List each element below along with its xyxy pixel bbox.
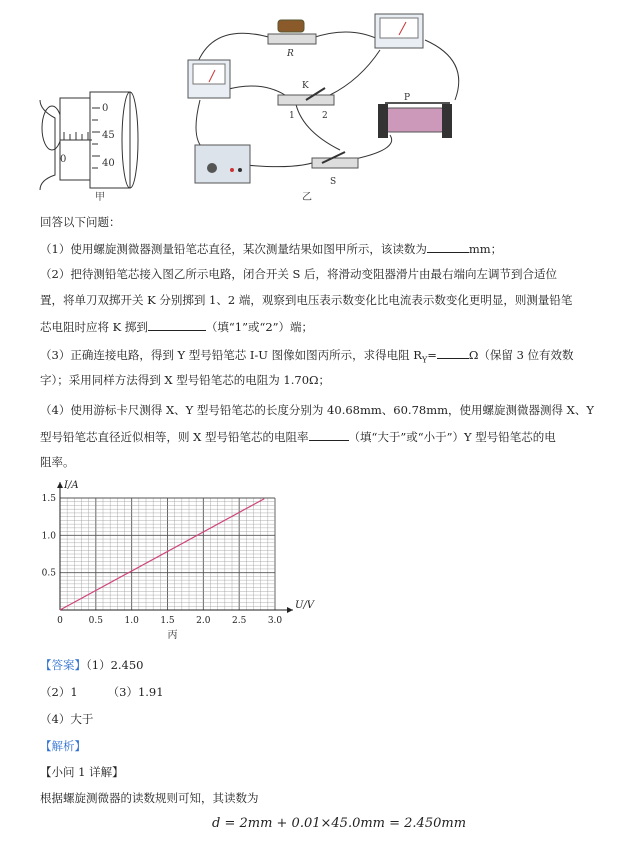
q4-line3: 阻率。 bbox=[40, 455, 75, 469]
answer-line1 bbox=[40, 657, 144, 673]
answer-tag: 【答案】 bbox=[40, 658, 86, 672]
ammeter bbox=[188, 60, 230, 98]
y-tick-label: 1.5 bbox=[41, 494, 56, 504]
label-pos2: 2 bbox=[322, 111, 328, 121]
q3-line1a: （3）正确连接电路，得到 Y 型号铅笔芯 I-U 图像如图丙所示，求得电阻 R bbox=[40, 348, 422, 362]
q3-line2: 字）；采用同样方法得到 X 型号铅笔芯的电阻为 1.70Ω； bbox=[40, 373, 331, 387]
chart-ylabel: I/A bbox=[64, 480, 79, 491]
question-1 bbox=[40, 240, 502, 257]
figure-jia-yi bbox=[0, 0, 618, 210]
q3-line1c: Ω（保留 3 位有效数 bbox=[468, 348, 574, 362]
figure-yi-label: 乙 bbox=[302, 192, 312, 203]
label-p: P bbox=[404, 93, 411, 103]
switch-s bbox=[312, 152, 358, 168]
q2-blank bbox=[148, 318, 206, 331]
iu-chart bbox=[30, 478, 320, 648]
q1-unit: mm； bbox=[468, 242, 503, 256]
label-k: K bbox=[302, 81, 309, 91]
answer-1: （1）2.450 bbox=[86, 658, 144, 672]
figure-jia-label: 甲 bbox=[95, 192, 105, 203]
y-tick-label: 1.0 bbox=[41, 531, 56, 542]
q3-line1 bbox=[40, 346, 574, 364]
x-axis-arrow bbox=[287, 607, 293, 613]
q3-eq: = bbox=[427, 348, 437, 362]
x-tick-label: 1.5 bbox=[160, 616, 175, 626]
y-axis-arrow bbox=[57, 482, 63, 488]
q4-blank bbox=[309, 428, 349, 441]
label-s: S bbox=[330, 177, 337, 187]
q2-line3a: 芯电阻时应将 K 掷到 bbox=[40, 320, 148, 334]
answer-2: （2）1 bbox=[40, 685, 78, 699]
micrometer-tick-45: 45 bbox=[102, 130, 115, 141]
label-pos1: 1 bbox=[289, 111, 295, 121]
q4-line2a: 型号铅笔芯直径近似相等，则 X 型号铅笔芯的电阻率 bbox=[40, 430, 309, 444]
q2-line3 bbox=[40, 318, 313, 335]
label-r: R bbox=[287, 49, 294, 59]
q2-line2: 置，将单刀双掷开关 K 分别掷到 1、2 端，观察到电压表示数变化比电流表示数变化更明显，则测量铅笔 bbox=[40, 293, 573, 307]
x-tick-label: 0.5 bbox=[88, 616, 103, 626]
y-tick-label: 0.5 bbox=[41, 568, 56, 579]
x-tick-label: 2.0 bbox=[196, 616, 211, 626]
micrometer-drawing bbox=[40, 92, 138, 190]
micrometer-tick-40: 40 bbox=[102, 158, 115, 169]
micrometer-sleeve-zero: 0 bbox=[60, 154, 67, 165]
resistor-r bbox=[268, 20, 316, 44]
analysis-text: 根据螺旋测微器的读数规则可知，其读数为 bbox=[40, 791, 259, 805]
q4-line2 bbox=[40, 428, 556, 445]
power-supply bbox=[195, 145, 250, 183]
x-tick-label: 1.0 bbox=[124, 616, 139, 626]
q1-blank bbox=[427, 240, 469, 253]
q2-line3b: （填“1”或“2”）端； bbox=[205, 320, 314, 334]
x-tick-label: 2.5 bbox=[232, 616, 247, 626]
chart-series bbox=[60, 499, 264, 610]
analysis-sub1: 【小问 1 详解】 bbox=[40, 765, 124, 779]
series-line bbox=[60, 499, 264, 610]
q4-line2b: （填“大于”或“小于”）Y 型号铅笔芯的电 bbox=[348, 430, 556, 444]
answer-line2 bbox=[40, 684, 164, 700]
x-tick-label: 0 bbox=[57, 616, 63, 626]
chart-caption: 丙 bbox=[167, 630, 178, 641]
answer-3: （3）1.91 bbox=[107, 685, 164, 699]
q2-line1: （2）把待测铅笔芯接入图乙所示电路，闭合开关 S 后，将滑动变阻器滑片由最右端向左调节到合适位 bbox=[40, 267, 558, 281]
micrometer-tick-0: 0 bbox=[102, 103, 109, 114]
chart-xlabel: U/V bbox=[295, 600, 315, 611]
x-tick-label: 3.0 bbox=[267, 616, 283, 626]
analysis-tag: 【解析】 bbox=[40, 739, 86, 753]
answer-4: （4）大于 bbox=[40, 712, 94, 726]
chart-grid bbox=[60, 498, 275, 610]
q4-line1: （4）使用游标卡尺测得 X、Y 型号铅笔芯的长度分别为 40.68mm、60.78mm，使用螺旋测微器测得 X、Y bbox=[40, 403, 594, 417]
intro-text: 回答以下问题： bbox=[40, 215, 121, 229]
rheostat bbox=[378, 103, 452, 138]
analysis-formula: d = 2mm + 0.01×45.0mm = 2.450mm bbox=[212, 816, 467, 831]
q3-sub-y: Y bbox=[421, 355, 428, 365]
voltmeter bbox=[375, 14, 423, 48]
q3-blank bbox=[437, 346, 469, 359]
q1-text: （1）使用螺旋测微器测量铅笔芯直径，某次测量结果如图甲所示，该读数为 bbox=[40, 242, 427, 256]
